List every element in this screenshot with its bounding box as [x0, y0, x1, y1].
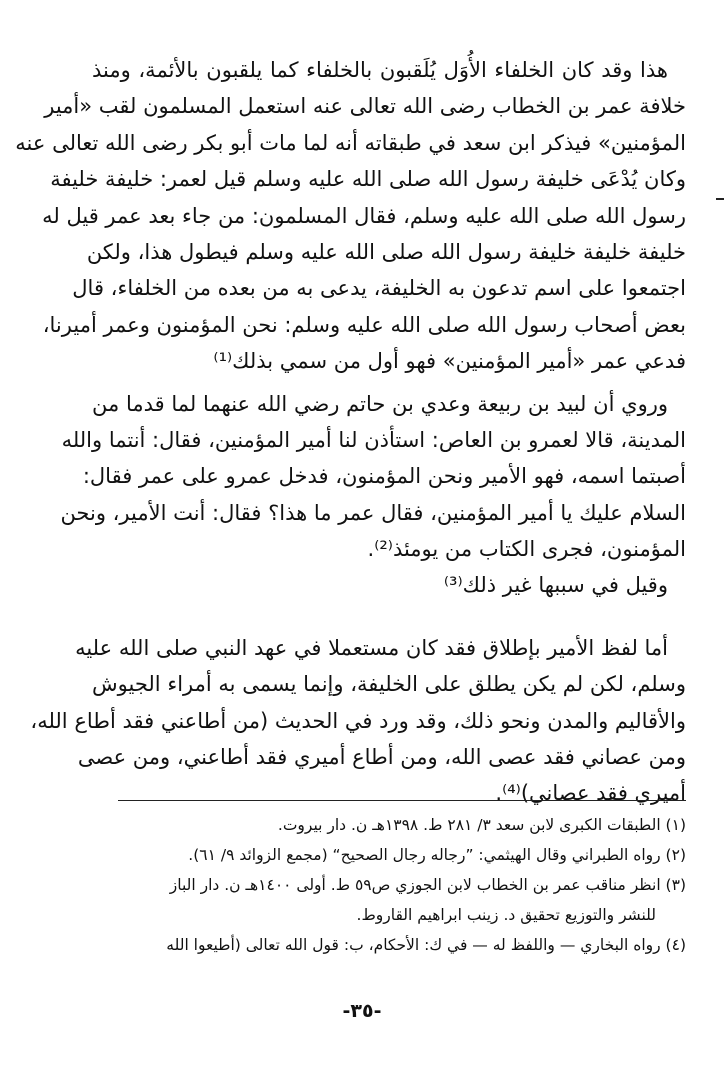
text-line: هذا وقد كان الخلفاء الأُوَل يُلَقبون بالخلفاء كما يلقبون بالأئمة، ومنذ	[92, 58, 668, 82]
text-line: رسول الله صلى الله عليه وسلم، فقال المسلمون: من جاء بعد عمر قيل له	[42, 203, 686, 228]
text-line: أما لفظ الأمير بإطلاق فقد كان مستعملا في عهد النبي صلى الله عليه	[75, 635, 668, 660]
text-line: خلافة عمر بن الخطاب رضى الله تعالى عنه استعمل المسلمون لقب «أمير	[44, 94, 686, 119]
footnote-1: (١) الطبقات الكبرى لابن سعد ٣/ ٢٨١ ط. ١٣٩٨هـ ن. دار بيروت.	[277, 816, 686, 834]
text-line: أميري فقد عصاني)⁽⁴⁾.	[495, 781, 686, 806]
text-line: وكان يُدْعَى خليفة رسول الله صلى الله عليه وسلم قيل لعمر: خليفة خليفة	[50, 167, 686, 192]
page-number: -٣٥-	[342, 1000, 382, 1022]
text-line: أصبتما اسمه، فهو الأمير ونحن المؤمنون، فدخل عمرو على عمر فقال:	[82, 464, 686, 489]
footnotes	[92, 810, 686, 960]
text-line: اجتمعوا على اسم تدعون به الخليفة، يدعى به من بعده من الخلفاء، قال	[72, 276, 686, 301]
footnote-3: (٣) انظر مناقب عمر بن الخطاب لابن الجوزي ص٥٩ ط. أولى ١٤٠٠هـ ن. دار الباز	[169, 876, 686, 894]
text-line: السلام عليك يا أمير المؤمنين، فقال عمر ما هذا؟ فقال: أنت الأمير، ونحن	[60, 500, 686, 525]
footnote-2: (٢) رواه الطبراني وقال الهيثمي: ”رجاله رجال الصحيح“ (مجمع الزوائد ٩/ ٦١).	[188, 846, 686, 864]
text-line: بعض أصحاب رسول الله صلى الله عليه وسلم: نحن المؤمنون وعمر أميرنا،	[42, 312, 686, 337]
text-line: فدعي عمر «أمير المؤمنين» فهو أول من سمي بذلك⁽¹⁾	[213, 349, 686, 374]
text-line: المؤمنين» فيذكر ابن سعد في طبقاته أنه لما مات أبو بكر رضى الله تعالى عنه	[15, 130, 686, 155]
paragraph-amir-usage	[30, 630, 686, 812]
text-line: وقيل في سببها غير ذلك⁽³⁾	[443, 573, 668, 598]
text-line: والأقاليم والمدن ونحو ذلك، وقد ورد في الحديث (من أطاعني فقد أطاع الله،	[30, 708, 686, 733]
text-line: وروي أن لبيد بن ربيعة وعدي بن حاتم رضي الله عنهما لما قدما من	[92, 391, 668, 416]
paragraph-caliph-titles	[15, 52, 686, 380]
footnote-4: (٤) رواه البخاري — واللفظ له — في ك: الأحكام، ب: قول الله تعالى (أطيعوا الله	[166, 936, 686, 954]
page-edge-mark	[716, 198, 724, 200]
text-line: وسلم، لكن لم يكن يطلق على الخليفة، وإنما يسمى به أمراء الجيوش	[92, 672, 686, 697]
footnote-separator	[118, 800, 686, 801]
text-line: المؤمنون، فجرى الكتاب من يومئذ⁽²⁾.	[367, 537, 686, 562]
paragraph-labid-adi-story	[60, 386, 686, 568]
paragraph-other-reason	[92, 567, 686, 603]
text-line: خليفة خليفة خليفة رسول الله صلى الله عليه وسلم فيطول هذا، ولكن	[86, 239, 686, 264]
text-line: ومن عصاني فقد عصى الله، ومن أطاع أميري فقد أطاعني، ومن عصى	[77, 745, 686, 770]
footnote-3-continued: للنشر والتوزيع تحقيق د. زينب ابراهيم القاروط.	[356, 906, 656, 924]
main-text	[15, 52, 686, 812]
text-line: المدينة، قالا لعمرو بن العاص: استأذن لنا أمير المؤمنين، فقال: أنتما والله	[61, 427, 686, 452]
